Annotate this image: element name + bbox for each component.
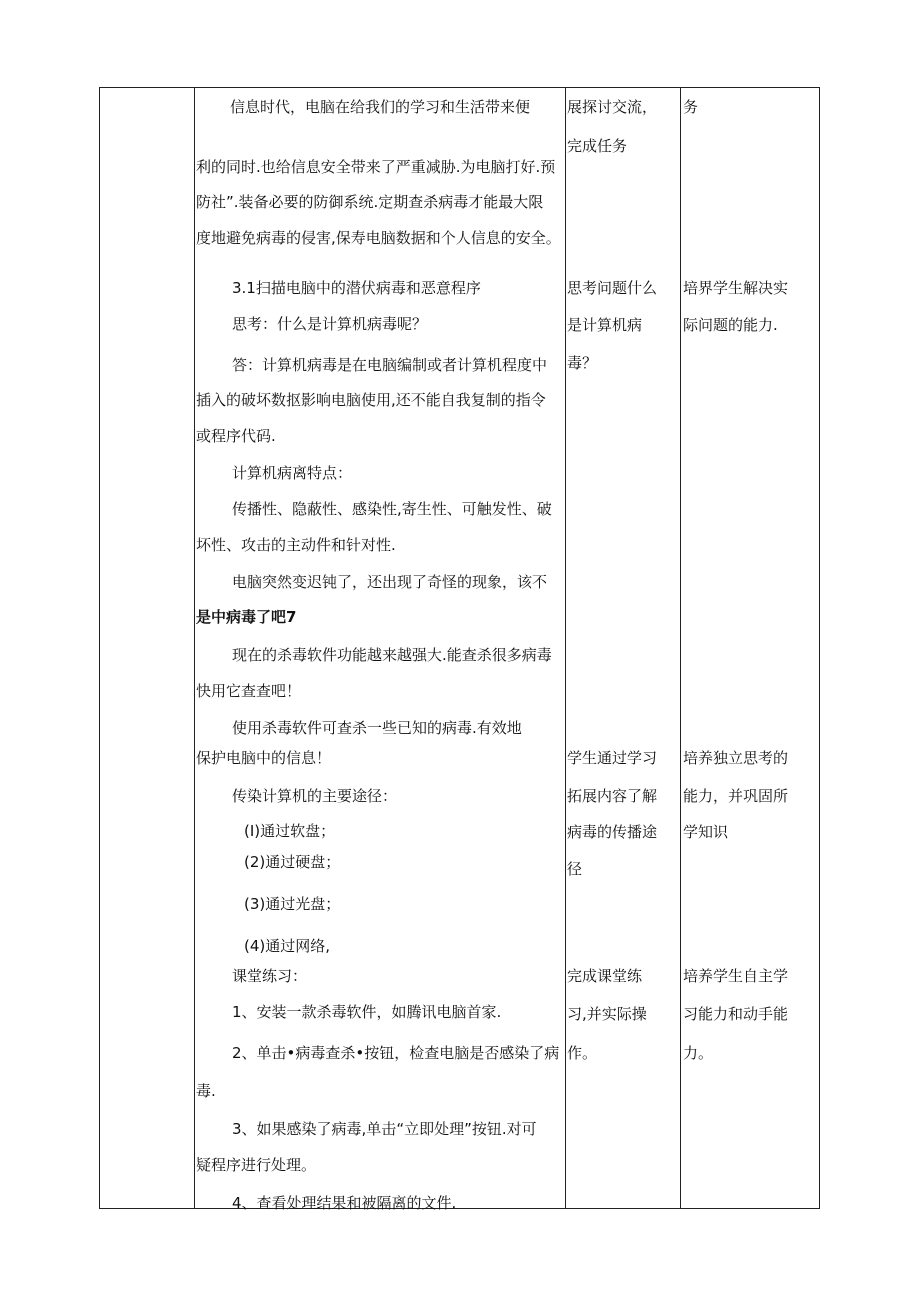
- student-activity-line: 拓展内容了解: [567, 787, 658, 805]
- content-line: 答：计算机病毒是在电脑编制或者计算机程度中: [232, 356, 548, 374]
- content-line: 快用它查查吧！: [196, 682, 302, 700]
- content-line: 是中病毒了吧7: [196, 608, 297, 626]
- purpose-line: 际问题的能力.: [683, 316, 778, 334]
- content-line: 信息时代，电脑在给我们的学习和生活带来便: [230, 98, 531, 116]
- student-activity-line: 展探讨交流，: [567, 98, 658, 116]
- section-heading: 3.1扫描电脑中的潜伏病毒和恶意程序: [232, 279, 481, 297]
- student-activity-line: 毒？: [567, 354, 598, 372]
- student-activity-line: 思考问题什么: [567, 279, 658, 297]
- exercise-item: 1、安装一款杀毒软件，如腾讯电脑首家.: [232, 1003, 502, 1021]
- list-item: (3)通过光盘；: [244, 895, 341, 913]
- content-line: 传染计算机的主要途径：: [232, 787, 398, 805]
- content-line: 计算机病离特点：: [232, 464, 353, 482]
- list-item: (2)通过硬盘；: [244, 853, 341, 871]
- content-line: 坏性、攻击的主动件和针对性.: [196, 536, 396, 554]
- content-line: 防社”.装备必要的防御系统.定期查杀病毒才能最大限: [196, 193, 544, 211]
- content-line: 电脑突然变迟钝了，还出现了奇怪的现象，该不: [232, 573, 548, 591]
- purpose-line: 力。: [683, 1044, 714, 1062]
- content-line: 思考：什么是计算机病毒呢？: [232, 315, 428, 333]
- purpose-line: 学知识: [683, 823, 729, 841]
- content-line: 毒.: [196, 1082, 216, 1100]
- exercise-item: 2、单击•病毒查杀•按钮，检查电脑是否感染了病: [232, 1044, 560, 1062]
- purpose-line: 务: [683, 98, 699, 116]
- content-line: 保护电脑中的信息！: [196, 749, 332, 767]
- student-activity-line: 病毒的传播途: [567, 823, 658, 841]
- column-divider-1: [194, 87, 195, 1209]
- content-line: 插入的破坏数抠影响电脑使用,还不能自我复制的指令: [196, 391, 546, 409]
- purpose-line: 培养学生自主学: [683, 967, 789, 985]
- student-activity-line: 习,并实际操: [567, 1005, 647, 1023]
- list-item: (I)通过软盘；: [244, 822, 336, 840]
- exercise-item: 3、如果感染了病毒,单击“立即处理”按钮.对可: [232, 1120, 537, 1138]
- content-line: 利的同时.也给信息安全带来了严重减胁.为电脑打好.预: [196, 158, 556, 176]
- student-activity-line: 完成课堂练: [567, 967, 643, 985]
- content-line: 或程序代码.: [196, 427, 276, 445]
- purpose-line: 习能力和动手能: [683, 1005, 789, 1023]
- student-activity-line: 是计算机病: [567, 316, 643, 334]
- student-activity-line: 作。: [567, 1044, 598, 1062]
- student-activity-line: 学生通过学习: [567, 749, 658, 767]
- exercise-item: 4、查看处理结果和被隔离的文件.: [232, 1194, 457, 1212]
- section-heading: 课堂练习：: [232, 967, 308, 985]
- content-line: 现在的杀毒软件功能越来越强大.能查杀很多病毒: [232, 646, 552, 664]
- content-line: 使用杀毒软件可查杀一些已知的病毒.有效地: [232, 719, 522, 737]
- column-divider-3: [680, 87, 681, 1209]
- purpose-line: 培界学生解决实: [683, 279, 789, 297]
- student-activity-line: 径: [567, 860, 583, 878]
- purpose-line: 培养独立思考的: [683, 749, 789, 767]
- content-line: 传播性、隐蔽性、感染性,寄生性、可触发性、破: [232, 500, 552, 518]
- student-activity-line: 完成任务: [567, 137, 628, 155]
- column-divider-2: [565, 87, 566, 1209]
- purpose-line: 能力，并巩固所: [683, 787, 789, 805]
- content-line: 度地避免病毒的侵害,保寿电脑数据和个人信息的安全。: [196, 229, 561, 247]
- list-item: (4)通过网络,: [244, 937, 331, 955]
- content-line: 疑程序进行处理。: [196, 1156, 317, 1174]
